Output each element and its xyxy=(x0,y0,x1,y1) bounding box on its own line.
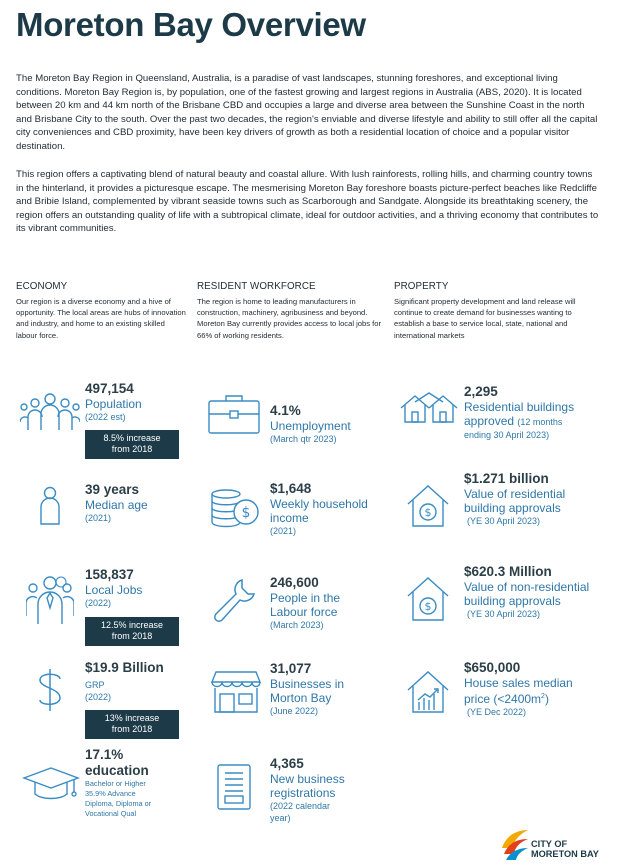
house-median-stat xyxy=(464,660,573,718)
house-median-label-1: House sales median xyxy=(464,676,573,690)
residential-approved-label-2: approved xyxy=(464,414,515,428)
education-stat xyxy=(85,747,151,819)
local-jobs-growth-badge xyxy=(85,617,179,646)
household-income-label-1: Weekly household xyxy=(270,497,368,511)
registration-document-icon xyxy=(216,763,252,811)
education-sub-4: Vocational Qual xyxy=(85,809,137,818)
economy-text: Our region is a diverse economy and a hive of opportunity. The local areas are hubs of innovation and industry, and home to an existing skilled labour force. xyxy=(16,297,186,340)
new-business-label-1: New business xyxy=(270,772,345,786)
logo-line-2: MORETON BAY xyxy=(531,849,599,859)
grp-badge-line-1: 13% increase xyxy=(104,713,160,723)
people-group-icon xyxy=(20,392,80,432)
house-median-label-2: price (<2400m xyxy=(464,692,542,706)
local-jobs-badge-line-1: 12.5% increase xyxy=(100,620,164,630)
residential-approved-note-b: ending 30 April 2023) xyxy=(464,430,550,440)
storefront-icon xyxy=(210,670,262,714)
graduation-cap-icon xyxy=(22,766,80,804)
labour-force-label-1: People in the xyxy=(270,591,341,605)
svg-text:$: $ xyxy=(241,505,251,521)
population-value: 497,154 xyxy=(85,381,134,396)
labour-force-stat xyxy=(270,575,340,631)
median-age-stat xyxy=(85,482,148,524)
local-jobs-note: (2022) xyxy=(85,598,112,608)
household-income-stat xyxy=(270,481,368,537)
grp-value: $19.9 Billion xyxy=(85,660,164,675)
intro-paragraph-1: The Moreton Bay Region in Queensland, Australia, is a paradise of vast landscapes, stunning foreshores, and exceptional living conditions. Moreton Bay Region is, by population, one of the fastest growing and largest regions in Australia (ABS, 2020). It is located between 20 km and 44 km north of the Brisbane CBD and occupies a large and diverse area between the Sunshine Coast in the north and Brisbane City to the south. Over the past two decades, the region's enviable and diverse lifestyle and ability to still offer all the capital city conveniences and CBD proximity, have been key drivers of growth as both a residential location of choice and a popular visitor destination. xyxy=(16,73,598,152)
population-note: (2022 est) xyxy=(85,412,126,422)
labour-force-label-2: Labour force xyxy=(270,605,338,619)
workforce-text: The region is home to leading manufacturers in construction, machinery, agribusiness and beyond. Moreton Bay currently provides access to local jobs for 66% of working residents. xyxy=(197,297,382,340)
population-stat xyxy=(85,381,142,423)
grp-badge-line-2: from 2018 xyxy=(111,724,153,734)
residential-approved-label-1: Residential buildings xyxy=(464,400,575,414)
population-badge-line-1: 8.5% increase xyxy=(103,433,161,443)
new-business-note-2: year) xyxy=(270,813,291,823)
unemployment-stat xyxy=(270,403,351,445)
house-median-label-3: ) xyxy=(544,692,549,706)
residential-value-note: (YE 30 April 2023) xyxy=(467,516,541,526)
education-sub-1: Bachelor or Higher xyxy=(85,779,146,788)
businesses-label-2: Morton Bay xyxy=(270,691,332,705)
nonresidential-value-label-2: building approvals xyxy=(464,594,561,608)
education-label: education xyxy=(85,763,149,778)
city-logo-text xyxy=(531,839,599,859)
labour-force-note: (March 2023) xyxy=(270,620,324,630)
education-sub-2: 35.9% Advance xyxy=(85,789,136,798)
dollar-sign-icon xyxy=(36,668,64,712)
residential-value-label-1: Value of residential xyxy=(464,487,566,501)
nonresidential-value-label-1: Value of non-residential xyxy=(464,580,590,594)
businesses-stat xyxy=(270,661,344,717)
residential-approved-stat xyxy=(464,384,574,441)
team-jobs-icon xyxy=(26,574,74,626)
workforce-heading: RESIDENT WORKFORCE xyxy=(197,281,316,292)
household-income-label-2: income xyxy=(270,511,309,525)
grp-growth-badge xyxy=(85,710,179,739)
median-age-value: 39 years xyxy=(85,482,140,497)
population-label: Population xyxy=(85,397,142,411)
household-income-note: (2021) xyxy=(270,526,297,536)
residential-value-value: $1.271 billion xyxy=(464,471,549,486)
population-growth-badge xyxy=(85,430,179,459)
businesses-value: 31,077 xyxy=(270,661,312,676)
grp-note: (2022) xyxy=(85,692,112,702)
unemployment-label: Unemployment xyxy=(270,419,351,433)
residential-approved-note-a: (12 months xyxy=(517,417,563,427)
house-dollar-icon xyxy=(407,484,449,528)
new-business-label-2: registrations xyxy=(270,786,336,800)
education-value: 17.1% xyxy=(85,747,124,762)
local-jobs-label: Local Jobs xyxy=(85,583,143,597)
nonresidential-value-stat xyxy=(464,564,589,620)
residential-value-stat xyxy=(464,471,565,527)
unemployment-value: 4.1% xyxy=(270,403,301,418)
person-icon xyxy=(38,486,62,526)
briefcase-icon xyxy=(207,392,261,436)
local-jobs-value: 158,837 xyxy=(85,567,134,582)
page-title: Moreton Bay Overview xyxy=(16,6,366,43)
house-chart-icon xyxy=(407,670,449,714)
svg-text:$: $ xyxy=(424,600,432,613)
logo-line-1: CITY OF xyxy=(531,839,568,849)
nonresidential-value-value: $620.3 Million xyxy=(464,564,552,579)
local-jobs-stat xyxy=(85,567,142,609)
population-badge-line-2: from 2018 xyxy=(111,444,153,454)
intro-paragraph-2: This region offers a captivating blend of natural beauty and coastal allure. With lush rainforests, rolling hills, and charming country towns in the hinterland, it provides a picturesque escape. The mesmerising Moreton Bay foreshore boasts picture-perfect beaches like Redcliffe and Bribie Island, complemented by vibrant seaside towns such as Scarborough and Sandgate. Alongside its breathtaking scenery, the region offers an outstanding quality of life with a subtropical climate, ideal for outdoor activities, and a thriving economy that contributes to its vibrant communities. xyxy=(16,169,599,235)
residential-value-label-2: building approvals xyxy=(464,501,561,515)
coin-stack-icon xyxy=(210,488,260,528)
local-jobs-badge-line-2: from 2018 xyxy=(111,631,153,641)
new-business-stat xyxy=(270,756,345,824)
median-age-label: Median age xyxy=(85,498,148,512)
labour-force-value: 246,600 xyxy=(270,575,319,590)
grp-label: GRP xyxy=(85,680,105,690)
grp-stat xyxy=(85,660,164,703)
house-median-note: (YE Dec 2022) xyxy=(467,707,527,717)
household-income-value: $1,648 xyxy=(270,481,312,496)
houses-icon xyxy=(400,392,458,426)
wrench-icon xyxy=(212,576,258,622)
education-sub-3: Diploma, Diploma or xyxy=(85,799,152,808)
svg-text:$: $ xyxy=(424,506,432,519)
house-median-label-sup: 2 xyxy=(541,693,545,700)
house-median-value: $650,000 xyxy=(464,660,521,675)
businesses-note: (June 2022) xyxy=(270,706,319,716)
unemployment-note: (March qtr 2023) xyxy=(270,434,337,444)
property-heading: PROPERTY xyxy=(394,281,449,292)
nonresidential-value-note: (YE 30 April 2023) xyxy=(467,609,541,619)
new-business-note-1: (2022 calendar xyxy=(270,801,331,811)
property-text: Significant property development and land release will continue to create demand for businesses wanting to establish a base to service local, state, national and international markets xyxy=(394,297,576,340)
economy-heading: ECONOMY xyxy=(16,281,68,292)
city-logo-mark xyxy=(500,828,530,867)
new-business-value: 4,365 xyxy=(270,756,304,771)
businesses-label-1: Businesses in xyxy=(270,677,345,691)
building-dollar-icon xyxy=(407,576,449,622)
median-age-note: (2021) xyxy=(85,513,112,523)
residential-approved-value: 2,295 xyxy=(464,384,498,399)
